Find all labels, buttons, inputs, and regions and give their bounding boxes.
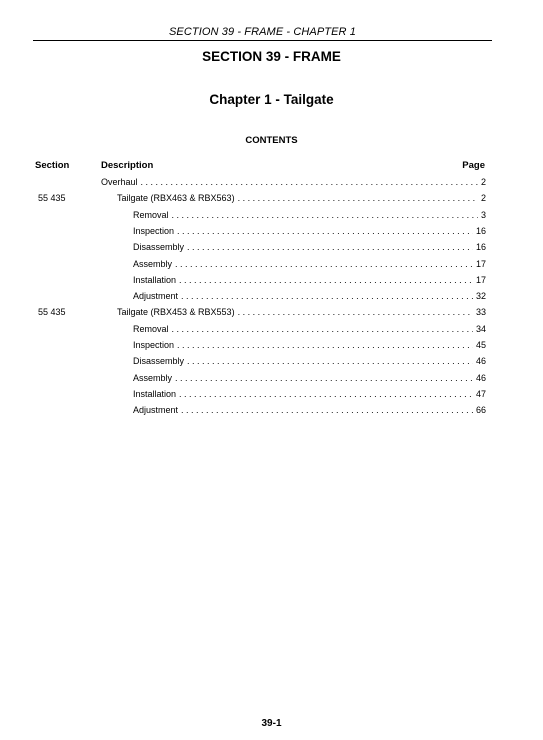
toc-entry	[133, 337, 486, 353]
dot-leader	[177, 223, 473, 239]
toc-entry-label: Inspection	[133, 225, 175, 236]
dot-leader	[238, 304, 473, 320]
toc-entry	[133, 321, 486, 337]
dot-leader	[181, 288, 473, 304]
toc-page-number: 47	[475, 388, 486, 399]
toc-row	[0, 304, 543, 320]
toc-entry	[133, 207, 486, 223]
toc-row	[0, 370, 543, 386]
dot-leader	[141, 174, 478, 190]
dot-leader	[177, 337, 473, 353]
toc-row	[0, 190, 543, 206]
toc-entry	[101, 174, 486, 190]
toc-entry	[133, 386, 486, 402]
toc-page-number: 2	[480, 193, 486, 204]
toc-entry	[133, 370, 486, 386]
toc-entry	[117, 190, 486, 206]
section-title: SECTION 39 - FRAME	[202, 49, 341, 64]
toc-entry	[133, 288, 486, 304]
toc-row	[0, 256, 543, 272]
toc-page-number: 3	[480, 209, 486, 220]
toc-entry	[133, 223, 486, 239]
toc-entry-label: Removal	[133, 209, 169, 220]
toc-row	[0, 353, 543, 369]
toc-entry-label: Adjustment	[133, 291, 179, 302]
toc-page-number: 66	[475, 405, 486, 416]
toc-entry-label: Disassembly	[133, 356, 185, 367]
toc-section-number: 55 435	[38, 193, 66, 204]
chapter-title: Chapter 1 - Tailgate	[209, 92, 334, 107]
dot-leader	[238, 190, 478, 206]
dot-leader	[187, 353, 473, 369]
toc-entry-label: Disassembly	[133, 242, 185, 253]
toc-page-number: 46	[475, 372, 486, 383]
dot-leader	[179, 386, 473, 402]
column-header-section: Section	[35, 160, 70, 171]
dot-leader	[179, 272, 473, 288]
toc-page-number: 2	[480, 177, 486, 187]
header-rule	[33, 40, 492, 41]
toc-entry-label: Tailgate (RBX453 & RBX553)	[117, 307, 235, 318]
toc-row	[0, 272, 543, 288]
toc-page-number: 17	[475, 274, 486, 285]
toc-entry	[133, 402, 486, 418]
toc-entry-label: Adjustment	[133, 405, 179, 416]
toc-entry-label: Removal	[133, 323, 169, 334]
toc-page-number: 17	[475, 258, 486, 269]
toc-entry-label: Overhaul	[101, 177, 138, 187]
dot-leader	[175, 370, 473, 386]
dot-leader	[172, 321, 473, 337]
toc-page-number: 16	[475, 242, 486, 253]
dot-leader	[181, 402, 473, 418]
contents-title: CONTENTS	[245, 135, 298, 146]
toc-entry	[133, 272, 486, 288]
toc-page-number: 33	[475, 307, 486, 318]
toc-entry-label: Assembly	[133, 372, 173, 383]
toc-page-number: 32	[475, 291, 486, 302]
dot-leader	[172, 207, 478, 223]
toc-entry-label: Assembly	[133, 258, 173, 269]
toc-row	[0, 402, 543, 418]
toc-entry	[117, 304, 486, 320]
column-header-page: Page	[462, 160, 485, 171]
toc-entry-label: Installation	[133, 388, 177, 399]
toc-row	[0, 223, 543, 239]
toc-entry	[133, 353, 486, 369]
toc-row	[0, 321, 543, 337]
footer-page-number: 39-1	[261, 718, 282, 729]
toc-row	[0, 174, 543, 190]
dot-leader	[175, 256, 473, 272]
toc-row	[0, 337, 543, 353]
toc-section-number: 55 435	[38, 307, 66, 318]
toc-page-number: 16	[475, 225, 486, 236]
toc-entry-label: Tailgate (RBX463 & RBX563)	[117, 193, 235, 204]
running-header: SECTION 39 - FRAME - CHAPTER 1	[169, 26, 356, 38]
toc-page-number: 34	[475, 323, 486, 334]
toc-row	[0, 288, 543, 304]
dot-leader	[187, 239, 473, 255]
toc-row	[0, 207, 543, 223]
toc-entry-label: Inspection	[133, 340, 175, 350]
toc-entry	[133, 256, 486, 272]
toc-row	[0, 386, 543, 402]
toc-entry-label: Installation	[133, 274, 177, 285]
toc-row	[0, 239, 543, 255]
toc-entry	[133, 239, 486, 255]
column-header-description: Description	[101, 160, 154, 171]
toc-page-number: 46	[475, 356, 486, 367]
toc-page-number: 45	[475, 340, 486, 350]
